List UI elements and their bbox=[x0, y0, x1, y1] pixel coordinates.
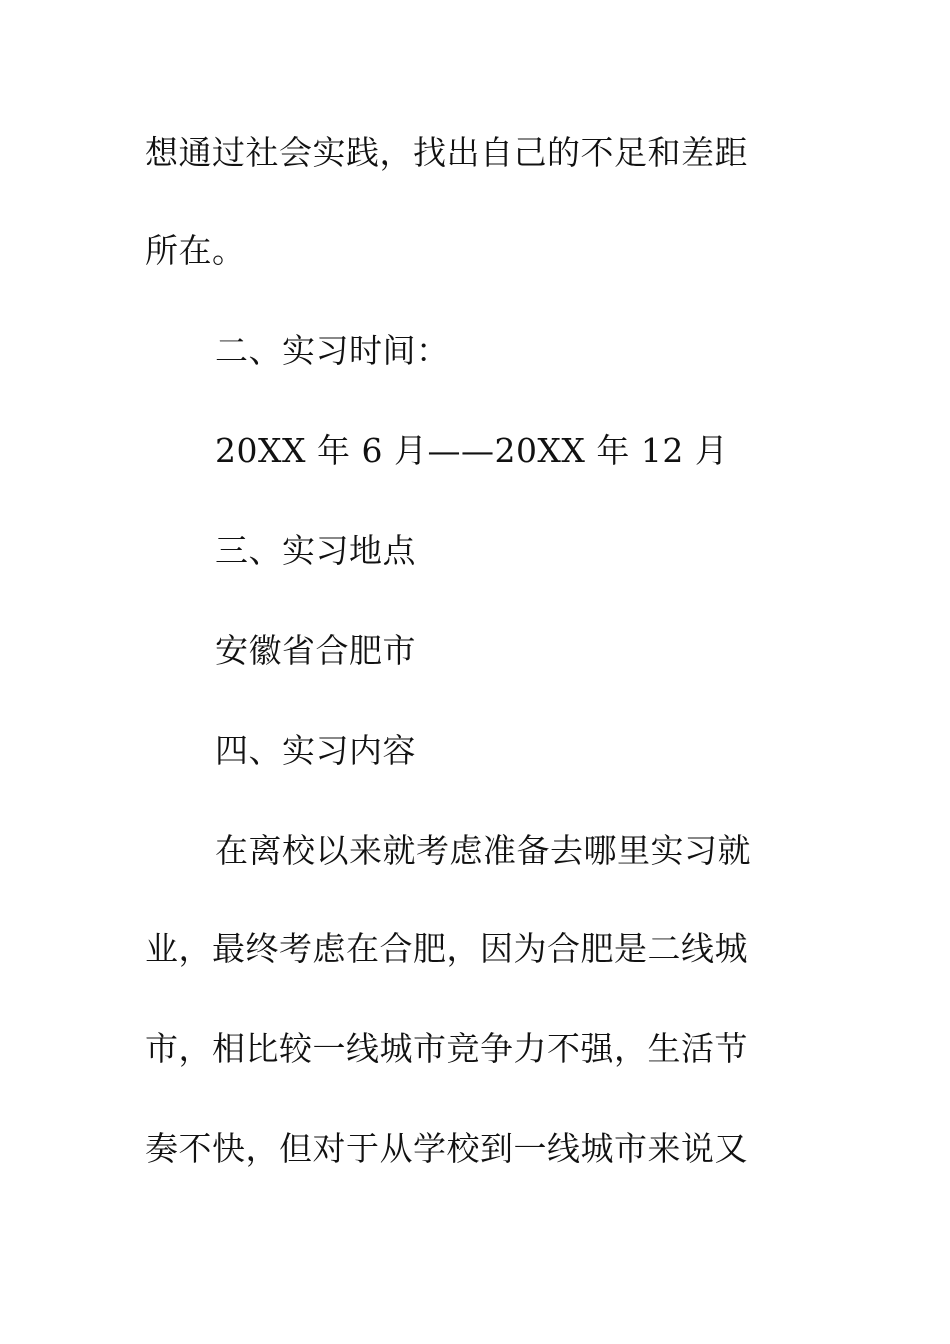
section-heading-time: 二、实习时间： bbox=[215, 331, 450, 370]
paragraph-line: 业，最终考虑在合肥，因为合肥是二线城 bbox=[145, 929, 748, 968]
paragraph-line: 所在。 bbox=[145, 231, 246, 270]
paragraph-line: 在离校以来就考虑准备去哪里实习就 bbox=[215, 831, 751, 870]
paragraph-line: 市，相比较一线城市竞争力不强，生活节 bbox=[145, 1029, 748, 1068]
section-heading-location: 三、实习地点 bbox=[215, 531, 416, 570]
paragraph-line: 奏不快，但对于从学校到一线城市来说又 bbox=[145, 1129, 748, 1168]
internship-period: 20XX 年 6 月——20XX 年 12 月 bbox=[215, 431, 729, 470]
internship-location: 安徽省合肥市 bbox=[215, 631, 416, 670]
section-heading-content: 四、实习内容 bbox=[215, 731, 416, 770]
paragraph-line: 想通过社会实践，找出自己的不足和差距 bbox=[145, 133, 748, 172]
